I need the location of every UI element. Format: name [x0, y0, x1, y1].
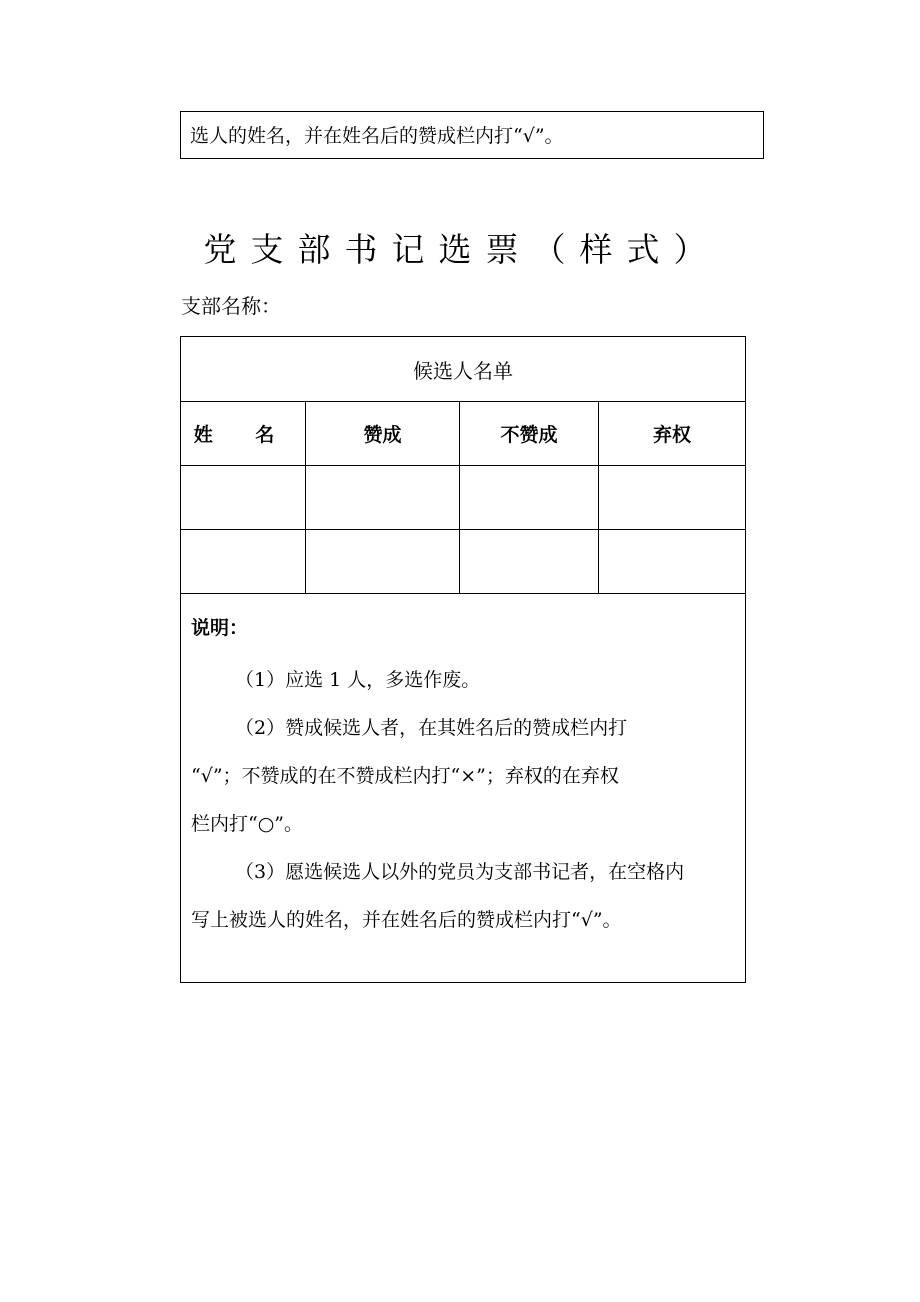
column-header-row [181, 402, 746, 466]
approve-cell[interactable] [306, 530, 460, 594]
table-row [181, 466, 746, 530]
candidate-list-header-row [181, 337, 746, 402]
abstain-cell[interactable] [599, 530, 746, 594]
ballot-table [180, 336, 746, 983]
instruction-item-2-line-1: （2）赞成候选人者，在其姓名后的赞成栏内打 [235, 717, 628, 739]
instruction-item-2-line-2: “√”；不赞成的在不赞成栏内打“×”；弃权的在弃权 [191, 765, 619, 787]
table-row [181, 530, 746, 594]
abstain-cell[interactable] [599, 466, 746, 530]
instruction-item-2-line-3: 栏内打“○”。 [191, 813, 304, 835]
instruction-item-3-line-2: 写上被选人的姓名，并在姓名后的赞成栏内打“√”。 [191, 909, 622, 931]
column-header-name: 姓 名 [181, 402, 306, 466]
disapprove-cell[interactable] [460, 466, 599, 530]
approve-cell[interactable] [306, 466, 460, 530]
previous-page-note-text: 选人的姓名，并在姓名后的赞成栏内打“√”。 [190, 125, 564, 147]
ballot-title: 党支部书记选票（样式） [203, 230, 721, 269]
column-header-approve: 赞成 [306, 402, 460, 466]
notes-row [181, 594, 746, 983]
candidate-name-cell[interactable] [181, 530, 306, 594]
previous-page-note-box [180, 111, 764, 159]
instructions-section [181, 594, 746, 983]
candidate-list-header: 候选人名单 [181, 337, 746, 402]
instruction-item-1: （1）应选 1 人，多选作废。 [235, 669, 481, 691]
column-header-disapprove: 不赞成 [460, 402, 599, 466]
candidate-name-cell[interactable] [181, 466, 306, 530]
column-header-abstain: 弃权 [599, 402, 746, 466]
instruction-item-3-line-1: （3）愿选候选人以外的党员为支部书记者，在空格内 [235, 861, 685, 883]
disapprove-cell[interactable] [460, 530, 599, 594]
branch-name-label: 支部名称： [181, 294, 281, 318]
instructions-title: 说明： [191, 617, 249, 639]
